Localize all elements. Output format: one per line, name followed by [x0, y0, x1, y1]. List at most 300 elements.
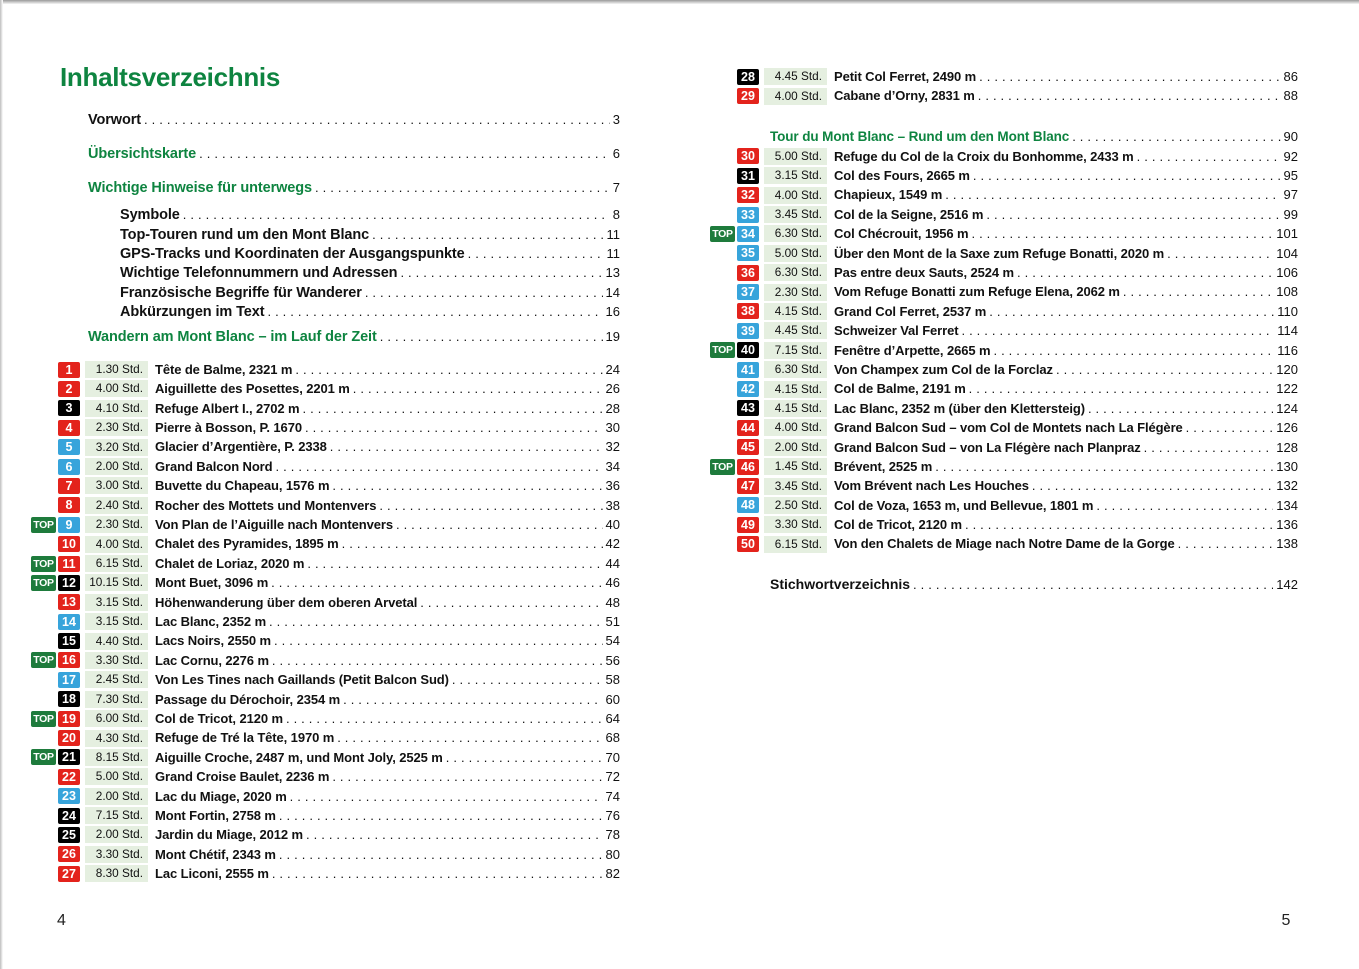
index-row	[770, 575, 1298, 594]
dot-leader	[183, 205, 610, 224]
route-row	[705, 379, 1298, 398]
scan-edge-top	[0, 0, 1359, 4]
dot-leader	[989, 302, 1274, 321]
route-badge-cell	[30, 633, 80, 649]
route-number-badge: 40	[737, 342, 759, 358]
route-page-number: 126	[1276, 420, 1298, 436]
dot-leader	[1032, 476, 1273, 495]
route-row	[705, 224, 1298, 243]
route-row	[705, 341, 1298, 360]
route-main	[834, 341, 1298, 360]
section-heading-label: Tour du Mont Blanc – Rund um den Mont Blanc	[770, 129, 1070, 145]
route-badge-cell	[705, 342, 759, 358]
route-row	[30, 767, 620, 786]
dot-leader	[945, 185, 1280, 204]
route-row	[30, 360, 620, 379]
left-folio-page-number: 4	[57, 912, 66, 929]
route-page-number: 80	[605, 846, 620, 862]
route-row	[705, 166, 1298, 185]
route-page-number: 99	[1283, 206, 1298, 222]
route-time: 3.15 Std.	[764, 167, 827, 184]
dot-leader	[979, 67, 1280, 86]
route-title: Grand Balcon Nord	[155, 458, 273, 474]
route-time: 6.15 Std.	[85, 555, 148, 572]
front-matter-label: Übersichtskarte	[88, 146, 197, 163]
route-row	[705, 86, 1298, 105]
front-matter-label: Französische Begriffe für Wanderer	[120, 284, 362, 301]
route-title: Lac Liconi, 2555 m	[155, 866, 269, 882]
route-page-number: 24	[605, 361, 620, 377]
route-title: Mont Chétif, 2343 m	[155, 846, 276, 862]
route-row	[30, 612, 620, 631]
front-matter-page-number: 7	[612, 179, 620, 195]
route-row	[30, 534, 620, 553]
route-row	[30, 496, 620, 515]
front-matter-label: Vorwort	[88, 112, 142, 128]
route-main	[155, 670, 620, 689]
route-page-number: 60	[605, 691, 620, 707]
route-page-number: 138	[1276, 536, 1298, 552]
dot-leader	[973, 166, 1281, 185]
route-badge-cell	[30, 497, 80, 513]
front-matter-row	[120, 225, 620, 244]
route-time: 1.30 Std.	[85, 361, 148, 378]
route-number-badge: 33	[737, 207, 759, 223]
route-page-number: 82	[605, 866, 620, 882]
route-row	[705, 244, 1298, 263]
route-number-badge: 50	[737, 536, 759, 552]
route-row	[30, 787, 620, 806]
route-title: Lac du Miage, 2020 m	[155, 788, 287, 804]
route-badge-cell	[705, 400, 759, 416]
route-main	[834, 244, 1298, 263]
route-title: Col de Voza, 1653 m, und Bellevue, 1801 m	[834, 497, 1094, 513]
route-page-number: 34	[605, 458, 620, 474]
dot-leader	[269, 612, 603, 631]
front-matter-page-number: 11	[606, 226, 620, 242]
route-number-badge: 6	[58, 459, 80, 475]
route-time: 3.45 Std.	[764, 478, 827, 495]
route-time: 10.15 Std.	[85, 574, 148, 591]
route-row	[30, 748, 620, 767]
dot-leader	[379, 496, 602, 515]
route-time: 4.10 Std.	[85, 400, 148, 417]
route-main	[834, 496, 1298, 515]
route-time: 4.15 Std.	[764, 381, 827, 398]
dot-leader	[330, 437, 603, 456]
front-matter-row	[88, 327, 620, 346]
route-time: 2.45 Std.	[85, 671, 148, 688]
route-time: 2.00 Std.	[764, 439, 827, 456]
route-row	[705, 515, 1298, 534]
route-number-badge: 47	[737, 478, 759, 494]
route-page-number: 134	[1276, 497, 1298, 513]
route-number-badge: 49	[737, 517, 759, 533]
route-row	[705, 67, 1298, 86]
route-row	[30, 631, 620, 650]
route-time: 4.45 Std.	[764, 322, 827, 339]
dot-leader	[971, 224, 1273, 243]
route-badge-cell	[705, 284, 759, 300]
route-main	[155, 787, 620, 806]
route-time: 4.40 Std.	[85, 633, 148, 650]
dot-leader	[468, 244, 604, 263]
top-badge: TOP	[710, 342, 735, 358]
front-matter-label: Abkürzungen im Text	[120, 304, 265, 321]
route-page-number: 110	[1277, 303, 1298, 319]
route-number-badge: 28	[737, 69, 759, 85]
route-page-number: 114	[1277, 323, 1298, 339]
route-row	[30, 457, 620, 476]
route-title: Grand Croise Baulet, 2236 m	[155, 769, 330, 785]
dot-leader	[396, 515, 603, 534]
front-matter-label: Wichtige Telefonnummern und Adressen	[120, 265, 398, 282]
route-page-number: 101	[1276, 226, 1298, 242]
index-label: Stichwortverzeichnis	[770, 575, 911, 592]
route-main	[155, 418, 620, 437]
top-badge: TOP	[31, 711, 56, 727]
route-number-badge: 14	[58, 614, 80, 630]
route-badge-cell	[30, 400, 80, 416]
route-page-number: 108	[1276, 284, 1298, 300]
route-time: 6.30 Std.	[764, 225, 827, 242]
route-page-number: 130	[1276, 458, 1298, 474]
front-matter-page-number: 3	[612, 112, 620, 127]
route-number-badge: 41	[737, 362, 759, 378]
dot-leader	[965, 515, 1273, 534]
route-time: 2.30 Std.	[85, 419, 148, 436]
route-number-badge: 8	[58, 497, 80, 513]
route-title: Grand Col Ferret, 2537 m	[834, 303, 987, 319]
route-number-badge: 7	[58, 478, 80, 494]
route-row	[30, 593, 620, 612]
route-badge-cell	[30, 381, 80, 397]
route-title: Von Les Tines nach Gaillands (Petit Balcon Sud)	[155, 672, 449, 688]
route-main	[834, 534, 1298, 553]
route-main	[834, 86, 1298, 105]
dot-leader	[1017, 263, 1273, 282]
route-time: 6.30 Std.	[764, 264, 827, 281]
route-time: 4.15 Std.	[764, 400, 827, 417]
route-main	[834, 321, 1298, 340]
route-badge-cell	[705, 265, 759, 281]
route-time: 3.15 Std.	[85, 613, 148, 630]
route-badge-cell	[30, 749, 80, 765]
route-badge-cell	[705, 497, 759, 513]
route-badge-cell	[30, 711, 80, 727]
route-number-badge: 3	[58, 400, 80, 416]
route-page-number: 104	[1276, 245, 1298, 261]
front-matter-page-number: 19	[605, 328, 620, 344]
route-badge-cell	[30, 846, 80, 862]
route-number-badge: 16	[58, 652, 80, 668]
section-heading-row	[770, 127, 1298, 146]
route-title: Chapieux, 1549 m	[834, 187, 943, 203]
route-page-number: 128	[1276, 439, 1298, 455]
route-time: 2.50 Std.	[764, 497, 827, 514]
route-time: 3.30 Std.	[85, 846, 148, 863]
route-page-number: 56	[605, 652, 620, 668]
dot-leader	[446, 748, 603, 767]
route-time: 2.00 Std.	[85, 788, 148, 805]
route-number-badge: 38	[737, 303, 759, 319]
route-row	[30, 418, 620, 437]
route-time: 2.00 Std.	[85, 458, 148, 475]
route-title: Pierre à Bosson, P. 1670	[155, 420, 302, 436]
route-page-number: 136	[1276, 517, 1298, 533]
route-badge-cell	[30, 769, 80, 785]
dot-leader	[400, 263, 602, 282]
route-time: 6.15 Std.	[764, 536, 827, 553]
route-page-number: 116	[1277, 342, 1298, 358]
page-title: Inhaltsverzeichnis	[60, 62, 281, 92]
front-matter-row	[120, 244, 620, 263]
dot-leader	[978, 86, 1281, 105]
dot-leader	[913, 575, 1273, 594]
route-number-badge: 21	[58, 749, 80, 765]
route-title: Passage du Dérochoir, 2354 m	[155, 691, 341, 707]
route-title: Col de la Seigne, 2516 m	[834, 206, 984, 222]
dot-leader	[144, 110, 610, 129]
route-title: Col de Balme, 2191 m	[834, 381, 966, 397]
front-matter-list	[30, 110, 620, 346]
route-main	[834, 282, 1298, 301]
route-main	[155, 767, 620, 786]
route-time: 3.30 Std.	[85, 652, 148, 669]
route-time: 2.40 Std.	[85, 497, 148, 514]
route-badge-cell	[30, 536, 80, 552]
route-time: 5.00 Std.	[85, 768, 148, 785]
route-time: 3.00 Std.	[85, 477, 148, 494]
route-time: 3.20 Std.	[85, 439, 148, 456]
route-page-number: 54	[605, 633, 620, 649]
route-page-number: 30	[605, 420, 620, 436]
route-main	[834, 418, 1298, 437]
route-page-number: 95	[1283, 168, 1298, 184]
route-page-number: 36	[605, 478, 620, 494]
dot-leader	[1088, 399, 1273, 418]
route-time: 4.30 Std.	[85, 730, 148, 747]
route-badge-cell	[30, 478, 80, 494]
route-badge-cell	[30, 672, 80, 688]
route-row	[705, 534, 1298, 553]
dot-leader	[1137, 147, 1281, 166]
route-title: Lacs Noirs, 2550 m	[155, 633, 271, 649]
route-time: 4.15 Std.	[764, 303, 827, 320]
route-list-right	[705, 147, 1298, 554]
dot-leader	[986, 205, 1280, 224]
route-page-number: 74	[605, 788, 620, 804]
dot-leader	[1186, 418, 1274, 437]
route-number-badge: 25	[58, 827, 80, 843]
route-number-badge: 30	[737, 148, 759, 164]
route-page-number: 122	[1276, 381, 1298, 397]
route-time: 2.30 Std.	[764, 284, 827, 301]
route-main	[155, 573, 620, 592]
route-title: Mont Buet, 3096 m	[155, 575, 269, 591]
route-badge-cell	[705, 381, 759, 397]
route-number-badge: 9	[58, 517, 80, 533]
route-number-badge: 44	[737, 420, 759, 436]
route-page-number: 32	[605, 439, 620, 455]
route-page-number: 76	[605, 807, 620, 823]
route-row	[30, 845, 620, 864]
route-time: 7.15 Std.	[764, 342, 827, 359]
route-badge-cell	[705, 168, 759, 184]
top-badge: TOP	[31, 556, 56, 572]
route-page-number: 70	[605, 749, 620, 765]
route-number-badge: 34	[737, 226, 759, 242]
dot-leader	[279, 845, 603, 864]
route-badge-cell	[705, 459, 759, 475]
route-time: 7.15 Std.	[85, 807, 148, 824]
route-page-number: 92	[1283, 148, 1298, 164]
route-time: 8.30 Std.	[85, 865, 148, 882]
route-main	[155, 709, 620, 728]
route-badge-cell	[30, 652, 80, 668]
route-row	[705, 185, 1298, 204]
route-title: Schweizer Val Ferret	[834, 323, 959, 339]
route-page-number: 40	[605, 517, 620, 533]
route-page-number: 124	[1276, 400, 1298, 416]
route-title: Aiguille Croche, 2487 m, und Mont Joly, 2525 m	[155, 749, 443, 765]
top-badge: TOP	[31, 575, 56, 591]
route-title: Höhenwanderung über dem oberen Arvetal	[155, 594, 418, 610]
route-number-badge: 22	[58, 769, 80, 785]
dot-leader	[306, 825, 603, 844]
dot-leader	[1167, 244, 1273, 263]
route-row	[705, 263, 1298, 282]
route-row	[30, 573, 620, 592]
route-row	[30, 864, 620, 883]
route-number-badge: 24	[58, 808, 80, 824]
dot-leader	[305, 418, 603, 437]
dot-leader	[274, 631, 603, 650]
route-row	[705, 147, 1298, 166]
route-number-badge: 27	[58, 866, 80, 882]
route-page-number: 97	[1283, 187, 1298, 203]
top-badge: TOP	[31, 652, 56, 668]
dot-leader	[1178, 534, 1274, 553]
route-badge-cell	[30, 439, 80, 455]
front-matter-label: GPS-Tracks und Koordinaten der Ausgangspunkte	[120, 245, 465, 262]
route-badge-cell	[705, 187, 759, 203]
route-title: Von Champex zum Col de la Forclaz	[834, 361, 1053, 377]
route-title: Lac Blanc, 2352 m	[155, 613, 267, 629]
route-badge-cell	[705, 207, 759, 223]
left-page	[30, 62, 620, 883]
scan-edge-left	[0, 0, 3, 969]
route-number-badge: 17	[58, 672, 80, 688]
route-title: Grand Balcon Sud – vom Col de Montets nach La Flégère	[834, 420, 1183, 436]
route-main	[834, 515, 1298, 534]
front-matter-row	[88, 110, 620, 129]
front-matter-row	[120, 263, 620, 282]
dot-leader	[307, 554, 602, 573]
route-row	[705, 496, 1298, 515]
route-main	[834, 147, 1298, 166]
route-number-badge: 18	[58, 691, 80, 707]
route-title: Von den Chalets de Miage nach Notre Dame de la Gorge	[834, 536, 1175, 552]
route-main	[155, 534, 620, 553]
route-main	[834, 302, 1298, 321]
route-main	[834, 166, 1298, 185]
front-matter-page-number: 6	[612, 146, 620, 162]
route-row	[30, 690, 620, 709]
route-row	[705, 476, 1298, 495]
route-badge-cell	[705, 536, 759, 552]
route-title: Pas entre deux Sauts, 2524 m	[834, 265, 1015, 281]
route-page-number: 86	[1283, 69, 1298, 84]
route-title: Refuge du Col de la Croix du Bonhomme, 2433 m	[834, 148, 1134, 164]
route-main	[155, 631, 620, 650]
route-row	[30, 709, 620, 728]
route-title: Rocher des Mottets und Montenvers	[155, 497, 377, 513]
route-page-number: 88	[1283, 88, 1298, 104]
route-title: Mont Fortin, 2758 m	[155, 807, 276, 823]
route-row	[705, 418, 1298, 437]
route-number-badge: 2	[58, 381, 80, 397]
route-page-number: 58	[605, 672, 620, 688]
dot-leader	[365, 283, 603, 302]
front-matter-page-number: 8	[612, 207, 620, 223]
route-title: Grand Balcon Sud – von La Flégère nach Planpraz	[834, 439, 1141, 455]
dot-leader	[295, 360, 602, 379]
route-main	[155, 593, 620, 612]
route-badge-cell	[30, 730, 80, 746]
route-badge-cell	[705, 517, 759, 533]
route-title: Aiguillette des Posettes, 2201 m	[155, 381, 350, 397]
route-row	[30, 670, 620, 689]
route-title: Glacier d’Argentière, P. 2338	[155, 439, 327, 455]
route-badge-cell	[30, 517, 80, 533]
route-page-number: 68	[605, 730, 620, 746]
dot-leader	[452, 670, 603, 689]
route-time: 2.00 Std.	[85, 826, 148, 843]
route-page-number: 106	[1276, 265, 1298, 281]
route-title: Col de Tricot, 2120 m	[834, 517, 962, 533]
route-row	[30, 476, 620, 495]
route-main	[155, 690, 620, 709]
route-main	[834, 379, 1298, 398]
route-time: 8.15 Std.	[85, 749, 148, 766]
route-badge-cell	[30, 614, 80, 630]
route-badge-cell	[705, 323, 759, 339]
dot-leader	[337, 728, 602, 747]
dot-leader	[1144, 438, 1274, 457]
route-row	[30, 806, 620, 825]
route-badge-cell	[30, 556, 80, 572]
route-main	[834, 438, 1298, 457]
route-list-left	[30, 360, 620, 884]
route-row	[30, 728, 620, 747]
route-badge-cell	[30, 788, 80, 804]
route-time: 6.00 Std.	[85, 710, 148, 727]
route-number-badge: 23	[58, 788, 80, 804]
route-badge-cell	[30, 808, 80, 824]
top-badge: TOP	[710, 226, 735, 242]
route-page-number: 132	[1276, 478, 1298, 494]
front-matter-row	[120, 205, 620, 224]
dot-leader	[332, 476, 602, 495]
dot-leader	[969, 379, 1274, 398]
route-number-badge: 5	[58, 439, 80, 455]
dot-leader	[275, 457, 602, 476]
route-badge-cell	[30, 459, 80, 475]
route-number-badge: 11	[58, 556, 80, 572]
dot-leader	[279, 806, 603, 825]
route-title: Vom Brévent nach Les Houches	[834, 478, 1029, 494]
